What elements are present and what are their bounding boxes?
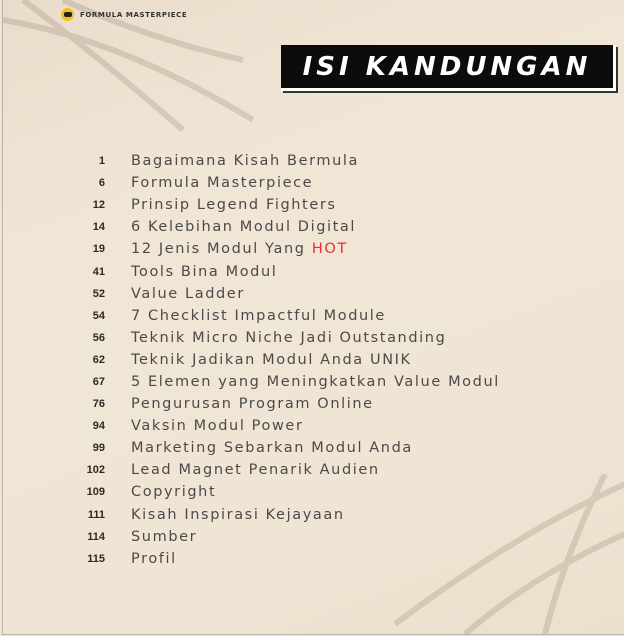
toc-entry[interactable] bbox=[63, 415, 500, 437]
toc-page-number: 115 bbox=[87, 552, 105, 565]
toc-page-number: 12 bbox=[92, 199, 105, 212]
toc-entry[interactable] bbox=[63, 526, 500, 548]
toc-entry[interactable] bbox=[63, 459, 500, 481]
toc-entry[interactable] bbox=[63, 194, 500, 216]
toc-entry[interactable] bbox=[63, 260, 500, 282]
toc-entry-title: Bagaimana Kisah Bermula bbox=[131, 153, 360, 170]
toc-page-number: 67 bbox=[92, 375, 105, 388]
toc-page-number: 111 bbox=[87, 508, 105, 521]
page-title: ISI KANDUNGAN bbox=[281, 45, 616, 91]
toc-entry[interactable] bbox=[63, 481, 500, 503]
toc-entry-title: Copyright bbox=[131, 484, 217, 501]
toc-entry[interactable] bbox=[63, 349, 500, 371]
table-of-contents bbox=[63, 150, 500, 570]
toc-entry[interactable] bbox=[63, 548, 500, 570]
toc-entry[interactable] bbox=[63, 504, 500, 526]
toc-page-number: 76 bbox=[92, 398, 105, 411]
toc-entry-title: Tools Bina Modul bbox=[131, 263, 278, 280]
toc-entry[interactable] bbox=[63, 283, 500, 305]
toc-page-number: 41 bbox=[92, 265, 105, 278]
toc-entry-title: Pengurusan Program Online bbox=[131, 396, 374, 413]
toc-entry-title: Value Ladder bbox=[131, 285, 245, 302]
toc-page-number: 54 bbox=[92, 309, 105, 322]
toc-entry-title: Prinsip Legend Fighters bbox=[131, 197, 337, 214]
brand-logo-icon bbox=[61, 8, 74, 21]
toc-entry-title: Sumber bbox=[131, 528, 198, 545]
toc-page-number: 99 bbox=[92, 442, 105, 455]
toc-entry-title: 5 Elemen yang Meningkatkan Value Modul bbox=[131, 373, 500, 390]
toc-entry[interactable] bbox=[63, 327, 500, 349]
toc-entry-title: Kisah Inspirasi Kejayaan bbox=[131, 506, 345, 523]
toc-page-number: 109 bbox=[86, 486, 105, 499]
toc-entry-title: Formula Masterpiece bbox=[131, 175, 314, 192]
toc-entry[interactable] bbox=[63, 437, 500, 459]
toc-entry-title: Profil bbox=[131, 550, 177, 567]
brand-name: FORMULA MASTERPIECE bbox=[80, 10, 188, 19]
toc-entry[interactable] bbox=[63, 216, 500, 238]
toc-page-number: 94 bbox=[92, 420, 105, 433]
brand-header bbox=[61, 8, 187, 21]
toc-entry-title: Teknik Jadikan Modul Anda UNIK bbox=[131, 351, 412, 368]
toc-entry-title: Vaksin Modul Power bbox=[131, 418, 304, 435]
toc-page-number: 62 bbox=[92, 353, 105, 366]
hot-label: HOT bbox=[311, 241, 348, 258]
toc-entry-title: 7 Checklist Impactful Module bbox=[131, 307, 386, 324]
toc-page-number: 1 bbox=[98, 155, 105, 168]
toc-page-number: 114 bbox=[87, 530, 105, 543]
toc-entry[interactable] bbox=[63, 393, 500, 415]
toc-entry-title: 12 Jenis Modul Yang HOT bbox=[131, 241, 348, 258]
toc-entry[interactable] bbox=[63, 371, 500, 393]
toc-entry[interactable] bbox=[63, 150, 500, 172]
toc-entry-title: 6 Kelebihan Modul Digital bbox=[131, 219, 357, 236]
toc-page-number: 56 bbox=[92, 331, 105, 344]
toc-page-number: 14 bbox=[92, 221, 105, 234]
toc-entry-title: Lead Magnet Penarik Audien bbox=[131, 462, 380, 479]
toc-page-number: 52 bbox=[92, 287, 105, 300]
toc-page-number: 102 bbox=[86, 464, 105, 477]
toc-entry-title: Teknik Micro Niche Jadi Outstanding bbox=[131, 329, 447, 346]
toc-entry-title: Marketing Sebarkan Modul Anda bbox=[131, 440, 413, 457]
document-page bbox=[2, 0, 624, 635]
toc-entry[interactable] bbox=[63, 238, 500, 260]
toc-entry[interactable] bbox=[63, 305, 500, 327]
toc-entry[interactable] bbox=[63, 172, 500, 194]
toc-page-number: 6 bbox=[98, 177, 105, 190]
palm-leaf-shadow-top bbox=[3, 0, 263, 140]
toc-page-number: 19 bbox=[92, 243, 105, 256]
